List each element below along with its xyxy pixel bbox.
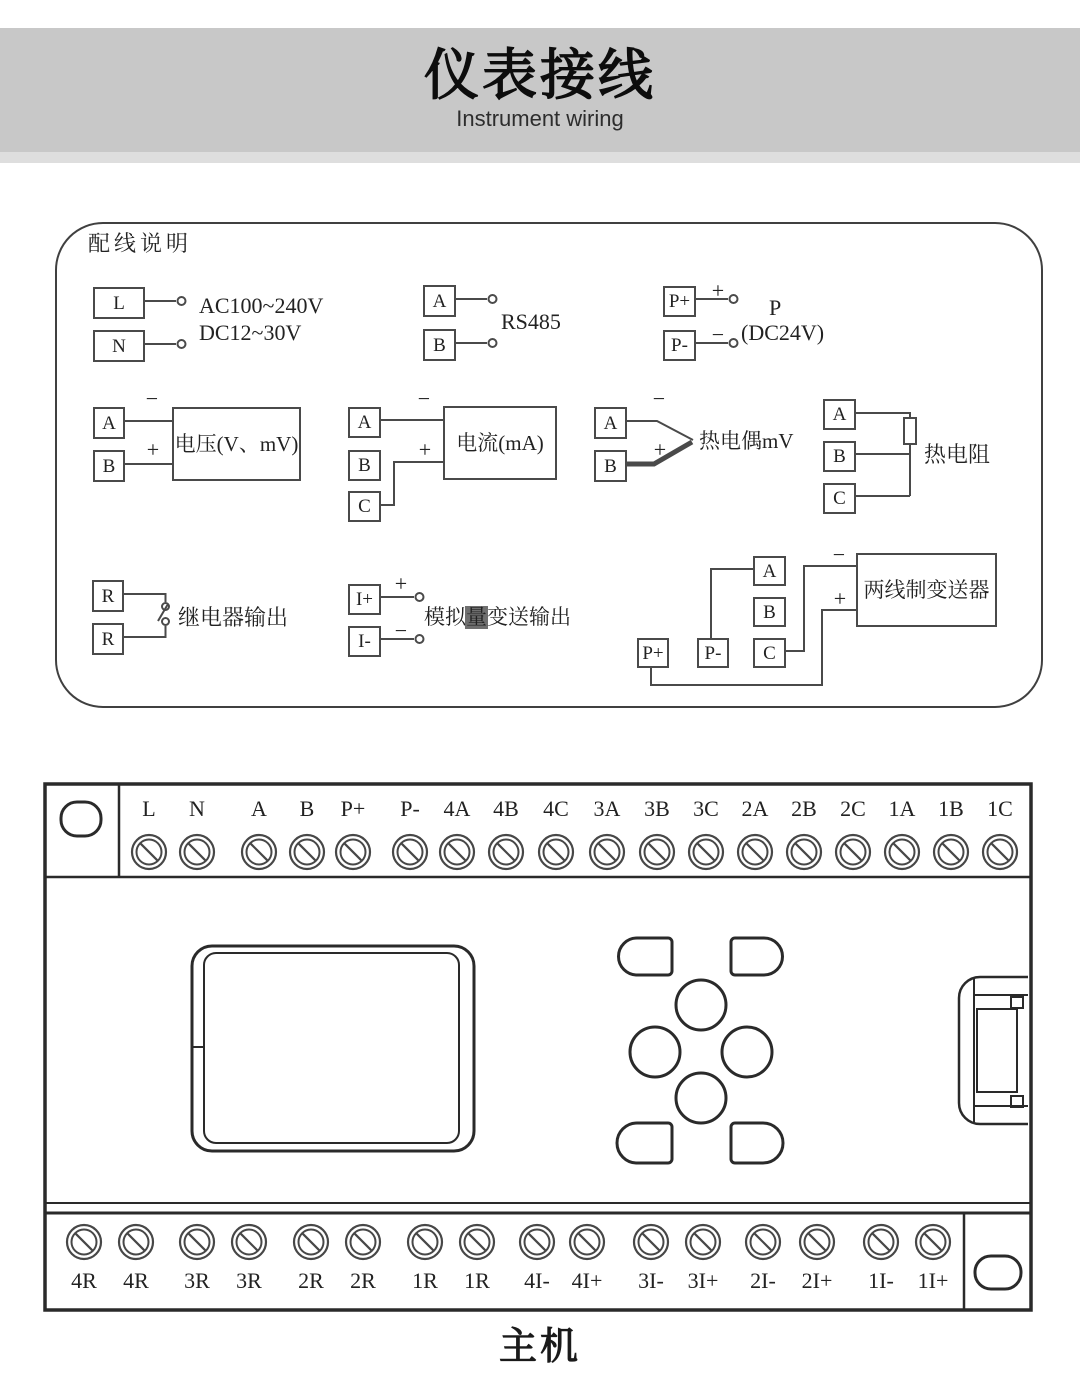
screw-terminal-icon xyxy=(539,835,573,869)
terminal-box-iminus: I- xyxy=(348,626,381,657)
screw-terminal-icon xyxy=(489,835,523,869)
screw-terminal-icon xyxy=(290,835,324,869)
side-connector xyxy=(959,977,1028,1124)
terminal-label: N xyxy=(189,796,205,821)
terminal-box-pplus: P+ xyxy=(663,286,696,317)
terminal-box-rtd-b: B xyxy=(823,441,856,472)
screw-terminal-icon xyxy=(294,1225,328,1259)
terminal-label: 2I+ xyxy=(801,1268,833,1293)
polarity-plus: + xyxy=(711,278,725,303)
polarity-plus: + xyxy=(394,571,408,596)
screw-terminal-icon xyxy=(686,1225,720,1259)
terminal-screws xyxy=(67,835,1017,1259)
terminal-box-volt-b: B xyxy=(93,450,125,482)
terminal-label: 3I+ xyxy=(687,1268,719,1293)
terminal-label: A xyxy=(251,796,267,821)
terminal-box-rtd-c: C xyxy=(823,483,856,514)
page-subtitle: Instrument wiring xyxy=(456,106,624,132)
terminal-label: 4R xyxy=(123,1268,149,1293)
screw-terminal-icon xyxy=(934,835,968,869)
terminal-label: 3I- xyxy=(638,1268,664,1293)
terminal-label: 4B xyxy=(493,796,519,821)
terminal-label: 1I+ xyxy=(917,1268,949,1293)
polarity-minus: − xyxy=(145,386,159,411)
page-title: 仪表接线 xyxy=(423,44,656,107)
screw-terminal-icon xyxy=(738,835,772,869)
screw-terminal-icon xyxy=(864,1225,898,1259)
terminal-label: B xyxy=(299,796,315,821)
terminal-label: 2I- xyxy=(750,1268,776,1293)
terminal-box-pminus: P- xyxy=(663,330,696,361)
terminal-label: 3B xyxy=(644,796,670,821)
power-output-label-line1: P xyxy=(769,295,782,320)
keypad-keys xyxy=(617,938,783,1163)
screw-terminal-icon xyxy=(836,835,870,869)
polarity-minus: − xyxy=(711,322,725,347)
terminal-box-tx-a: A xyxy=(753,556,786,586)
terminal-label: 4A xyxy=(443,796,471,821)
terminal-label: 1R xyxy=(412,1268,438,1293)
screw-terminal-icon xyxy=(570,1225,604,1259)
screw-terminal-icon xyxy=(787,835,821,869)
transmitter-box: 两线制变送器 xyxy=(856,553,997,627)
screw-terminal-icon xyxy=(132,835,166,869)
polarity-plus: + xyxy=(418,437,432,462)
power-supply-line2: DC12~30V xyxy=(199,320,302,345)
terminal-label: 2R xyxy=(298,1268,324,1293)
main-unit-caption: 主机 xyxy=(498,1326,581,1368)
terminal-box-iplus: I+ xyxy=(348,584,381,615)
terminal-box-tx-pminus: P- xyxy=(697,638,729,668)
terminal-box-tx-c: C xyxy=(753,638,786,668)
relay-output-label: 继电器输出 xyxy=(178,605,289,630)
screw-terminal-icon xyxy=(800,1225,834,1259)
screw-terminal-icon xyxy=(232,1225,266,1259)
terminal-box-curr-a: A xyxy=(348,407,381,438)
screw-terminal-icon xyxy=(119,1225,153,1259)
screw-terminal-icon xyxy=(440,835,474,869)
screw-terminal-icon xyxy=(983,835,1017,869)
terminal-label: 1R xyxy=(464,1268,490,1293)
wiring-box-title: 配线说明 xyxy=(88,231,193,256)
terminal-box-relay-r2: R xyxy=(92,623,124,655)
terminal-box-volt-a: A xyxy=(93,407,125,439)
polarity-plus: + xyxy=(653,437,667,462)
screw-terminal-icon xyxy=(180,835,214,869)
terminal-label: 2C xyxy=(840,796,866,821)
polarity-minus: − xyxy=(832,542,846,567)
polarity-minus: − xyxy=(394,618,408,643)
terminal-box-tx-pplus: P+ xyxy=(637,638,669,668)
screw-terminal-icon xyxy=(346,1225,380,1259)
screw-terminal-icon xyxy=(393,835,427,869)
terminal-label: 4R xyxy=(71,1268,97,1293)
rtd-label: 热电阻 xyxy=(924,442,991,467)
polarity-minus: − xyxy=(652,386,666,411)
terminal-box-tc-b: B xyxy=(594,450,627,482)
terminal-label: P+ xyxy=(340,796,366,821)
terminal-label: 3C xyxy=(693,796,719,821)
terminal-label: 4I- xyxy=(524,1268,550,1293)
terminal-box-neutral: N xyxy=(93,330,145,362)
terminal-box-curr-b: B xyxy=(348,450,381,481)
screw-terminal-icon xyxy=(689,835,723,869)
terminal-box-rs485-a: A xyxy=(423,285,456,317)
terminal-label: 2R xyxy=(350,1268,376,1293)
terminal-box-rtd-a: A xyxy=(823,399,856,430)
polarity-plus: + xyxy=(146,437,160,462)
terminal-box-curr-c: C xyxy=(348,491,381,522)
screw-terminal-icon xyxy=(746,1225,780,1259)
screw-terminal-icon xyxy=(885,835,919,869)
screw-terminal-icon xyxy=(916,1225,950,1259)
terminal-label: L xyxy=(142,796,156,821)
main-unit-outline xyxy=(45,784,1031,1310)
voltage-input-box: 电压(V、mV) xyxy=(172,407,301,481)
power-supply-line1: AC100~240V xyxy=(199,293,324,318)
terminal-box-tx-b: B xyxy=(753,597,786,627)
screw-terminal-icon xyxy=(634,1225,668,1259)
terminal-label: 1I- xyxy=(868,1268,894,1293)
terminal-label: 2A xyxy=(741,796,769,821)
screw-terminal-icon xyxy=(460,1225,494,1259)
terminal-label: 1B xyxy=(938,796,964,821)
screw-terminal-icon xyxy=(336,835,370,869)
terminal-box-relay-r1: R xyxy=(92,580,124,612)
terminal-label: 2B xyxy=(791,796,817,821)
screw-terminal-icon xyxy=(67,1225,101,1259)
polarity-minus: − xyxy=(417,386,431,411)
terminal-box-tc-a: A xyxy=(594,407,627,439)
terminal-label: 3R xyxy=(236,1268,262,1293)
terminal-label: P- xyxy=(400,796,420,821)
thermocouple-label: 热电偶mV xyxy=(699,429,794,453)
terminal-label: 1C xyxy=(987,796,1013,821)
power-output-label-line2: (DC24V) xyxy=(741,320,825,345)
terminal-box-line: L xyxy=(93,287,145,319)
current-input-box: 电流(mA) xyxy=(443,406,557,480)
terminal-label: 1A xyxy=(888,796,916,821)
terminal-label: 4C xyxy=(543,796,569,821)
screw-terminal-icon xyxy=(590,835,624,869)
screw-terminal-icon xyxy=(180,1225,214,1259)
terminal-label: 4I+ xyxy=(571,1268,603,1293)
rs485-label: RS485 xyxy=(501,309,561,334)
polarity-plus: + xyxy=(833,586,847,611)
screw-terminal-icon xyxy=(242,835,276,869)
analog-output-label: 模拟量变送输出 xyxy=(424,605,571,629)
terminal-box-rs485-b: B xyxy=(423,329,456,361)
screw-terminal-icon xyxy=(640,835,674,869)
screw-terminal-icon xyxy=(520,1225,554,1259)
terminal-label: 3R xyxy=(184,1268,210,1293)
terminal-label: 3A xyxy=(593,796,621,821)
screw-terminal-icon xyxy=(408,1225,442,1259)
